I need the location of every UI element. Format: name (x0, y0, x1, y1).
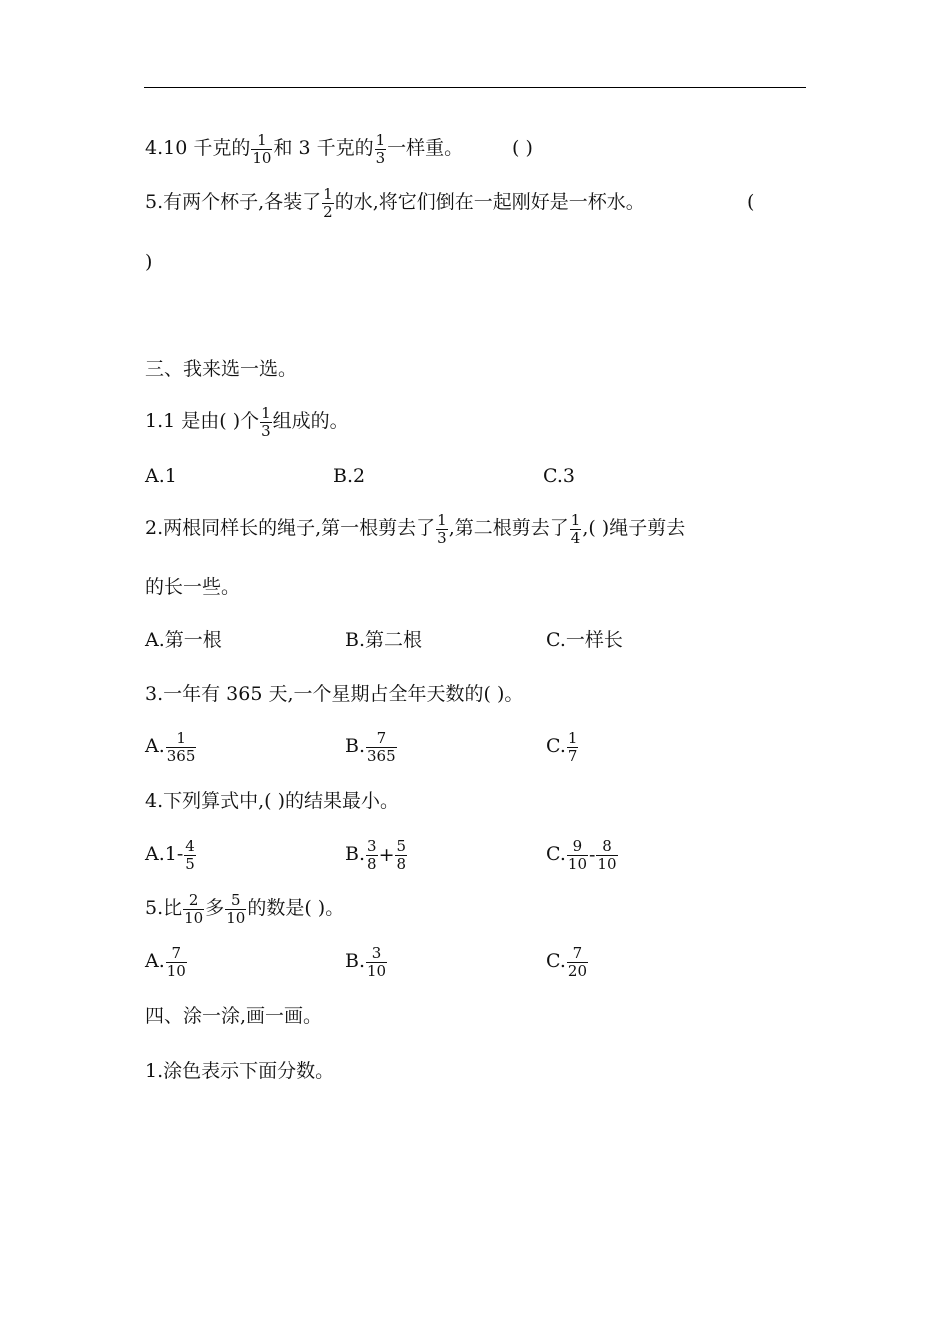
header-rule (144, 87, 806, 88)
fraction: $\frac{1}{365}$ (166, 728, 196, 765)
option-c[interactable]: C. $\frac{9}{10}$ - $\frac{8}{10}$ (546, 836, 617, 873)
fraction: $\frac{3}{10}$ (367, 943, 387, 980)
choice-question-2-cont: 的长一些。 (145, 576, 241, 598)
option-a[interactable]: A. $\frac{7}{10}$ (145, 943, 186, 980)
fraction: $\frac{7}{20}$ (567, 943, 587, 980)
fraction: $\frac{1}{3}$ (261, 403, 271, 440)
text: 4.10 千克的 (145, 137, 251, 159)
fraction: $\frac{9}{10}$ (567, 836, 587, 873)
judge-question-5 (145, 185, 645, 219)
choice-question-4: 4.下列算式中,( )的结果最小。 (145, 790, 400, 812)
color-question-1: 1.涂色表示下面分数。 (145, 1060, 335, 1082)
judge-question-4 (145, 131, 463, 165)
text: ,( )绳子剪去 (582, 517, 686, 539)
option-c[interactable]: C. $\frac{1}{7}$ (546, 728, 578, 765)
option-b[interactable]: B. $\frac{7}{365}$ (345, 728, 396, 765)
text: 1.1 是由( )个 (145, 410, 260, 432)
fraction: $\frac{5}{8}$ (396, 836, 407, 873)
option-a[interactable]: A.1- $\frac{4}{5}$ (145, 836, 195, 873)
text: 和 3 千克的 (273, 137, 374, 159)
text: 的数是( )。 (247, 897, 345, 919)
choice-question-1 (145, 404, 349, 438)
fraction: $\frac{1}{10}$ (252, 130, 272, 167)
option-a[interactable]: A. $\frac{1}{365}$ (145, 728, 196, 765)
text: 的水,将它们倒在一起刚好是一杯水。 (334, 191, 645, 213)
text: ,第二根剪去了 (448, 517, 569, 539)
fraction: $\frac{2}{10}$ (184, 890, 204, 927)
choice-question-3: 3.一年有 365 天,一个星期占全年天数的( )。 (145, 683, 524, 705)
fraction: $\frac{1}{7}$ (567, 728, 578, 765)
option-a[interactable]: A.1 (145, 465, 177, 487)
text: 5.比 (145, 897, 183, 919)
option-b[interactable]: B. $\frac{3}{8}$ + $\frac{5}{8}$ (345, 836, 407, 873)
fraction: $\frac{5}{10}$ (226, 890, 246, 927)
option-c[interactable]: C.3 (543, 465, 575, 487)
option-c[interactable]: C. $\frac{7}{20}$ (546, 943, 587, 980)
section-title-choose: 三、我来选一选。 (145, 358, 298, 380)
fraction: $\frac{4}{5}$ (185, 836, 195, 873)
text: 2.两根同样长的绳子,第一根剪去了 (145, 517, 436, 539)
option-b[interactable]: B.2 (333, 465, 366, 487)
fraction: $\frac{1}{3}$ (437, 510, 447, 547)
text: 组成的。 (272, 410, 349, 432)
option-b[interactable]: B.第二根 (345, 629, 423, 651)
text: 5.有两个杯子,各装了 (145, 191, 322, 213)
option-a[interactable]: A.第一根 (145, 629, 222, 651)
choice-question-5 (145, 891, 344, 925)
fraction: $\frac{3}{8}$ (367, 836, 377, 873)
option-b[interactable]: B. $\frac{3}{10}$ (345, 943, 387, 980)
fraction: $\frac{8}{10}$ (597, 836, 617, 873)
answer-paren-close[interactable]: ) (145, 251, 153, 273)
answer-paren-open[interactable]: ( (747, 191, 755, 213)
text: 多 (205, 897, 225, 919)
fraction: $\frac{7}{10}$ (166, 943, 186, 980)
choice-question-2 (145, 511, 685, 545)
section-title-color-draw: 四、涂一涂,画一画。 (145, 1005, 323, 1027)
option-c[interactable]: C.一样长 (546, 629, 623, 651)
answer-paren[interactable]: ( ) (512, 137, 533, 159)
fraction: $\frac{7}{365}$ (367, 728, 396, 765)
fraction: $\frac{1}{4}$ (570, 510, 581, 547)
fraction: $\frac{1}{3}$ (375, 130, 386, 167)
fraction: $\frac{1}{2}$ (323, 184, 333, 221)
text: 一样重。 (387, 137, 464, 159)
